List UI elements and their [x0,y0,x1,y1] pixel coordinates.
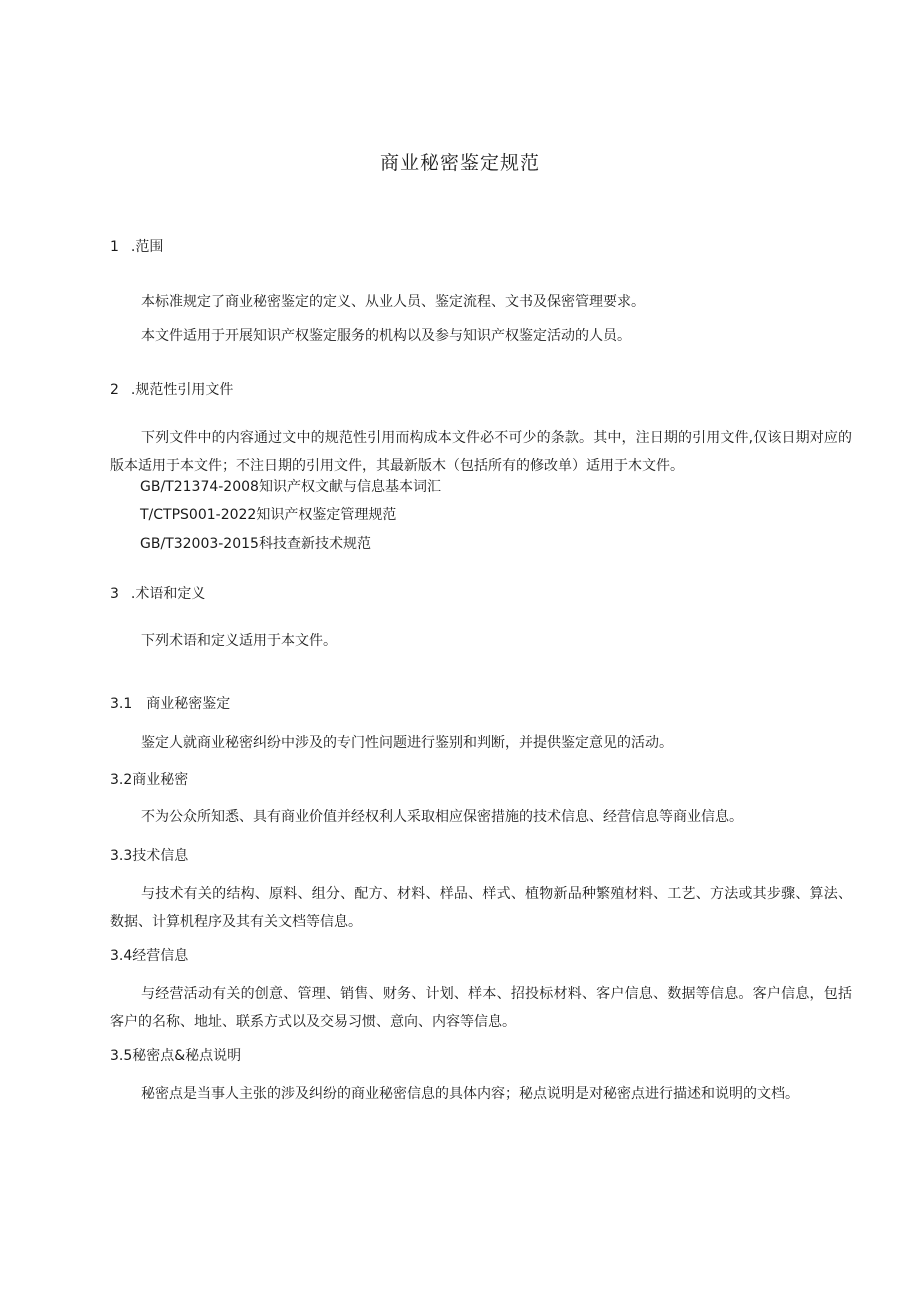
definition-3-1-title: 商业秘密鉴定 [146,696,231,712]
definition-3-5-heading: 3.5秘密点&秘点说明 [110,1048,242,1064]
section-1-paragraph-1: 本标准规定了商业秘密鉴定的定义、从业人员、鉴定流程、文书及保密管理要求。 [141,294,645,310]
definition-3-2-heading: 3.2商业秘密 [110,772,189,788]
section-1-title: .范围 [130,239,164,255]
definition-3-1-body: 鉴定人就商业秘密纠纷中涉及的专门性问题进行鉴别和判断，并提供鉴定意见的活动。 [141,735,673,751]
definition-3-1-heading [110,695,230,713]
section-2-title: .规范性引用文件 [130,382,234,398]
section-1-heading [110,238,163,256]
section-1-number: 1 [110,239,119,255]
section-3-number: 3 [110,586,119,602]
section-2-heading [110,381,233,399]
section-1-paragraph-2: 本文件适用于开展知识产权鉴定服务的机构以及参与知识产权鉴定活动的人员。 [141,328,631,344]
definition-3-3-heading: 3.3技术信息 [110,848,189,864]
section-2-paragraph-1: 下列文件中的内容通过文中的规范性引用而构成本文件必不可少的条款。其中，注日期的引用文件,仅该日期对应的版本适用于本文件；不注日期的引用文件，其最新版木（包括所有的修改单）适用于木文件。 [110,430,852,474]
section-3-title: .术语和定义 [130,586,206,602]
reference-item: GB/T32003-2015科技查新技术规范 [140,536,371,552]
section-2-number: 2 [110,382,119,398]
reference-item: GB/T21374-2008知识产权文献与信息基本词汇 [140,479,441,495]
definition-3-1-number: 3.1 [110,696,133,712]
section-3-paragraph-1: 下列术语和定义适用于本文件。 [141,633,337,649]
reference-item: T/CTPS001-2022知识产权鉴定管理规范 [140,507,397,523]
definition-3-2-body: 不为公众所知悉、具有商业价值并经权利人采取相应保密措施的技术信息、经营信息等商业信息。 [141,809,743,825]
definition-3-5-body: 秘密点是当事人主张的涉及纠纷的商业秘密信息的具体内容；秘点说明是对秘密点进行描述和说明的文档。 [141,1086,799,1102]
document-title: 商业秘密鉴定规范 [379,152,540,174]
definition-3-4-heading: 3.4经营信息 [110,948,189,964]
definition-3-3-body: 与技术有关的结构、原料、组分、配方、材料、样品、样式、植物新品种繁殖材料、工艺、方法或其步骤、算法、数据、计算机程序及其有关文档等信息。 [110,886,852,930]
definition-3-4-body: 与经营活动有关的创意、管理、销售、财务、计划、样本、招投标材料、客户信息、数据等信息。客户信息，包括客户的名称、地址、联系方式以及交易习惯、意向、内容等信息。 [110,986,852,1030]
section-3-heading [110,585,205,603]
